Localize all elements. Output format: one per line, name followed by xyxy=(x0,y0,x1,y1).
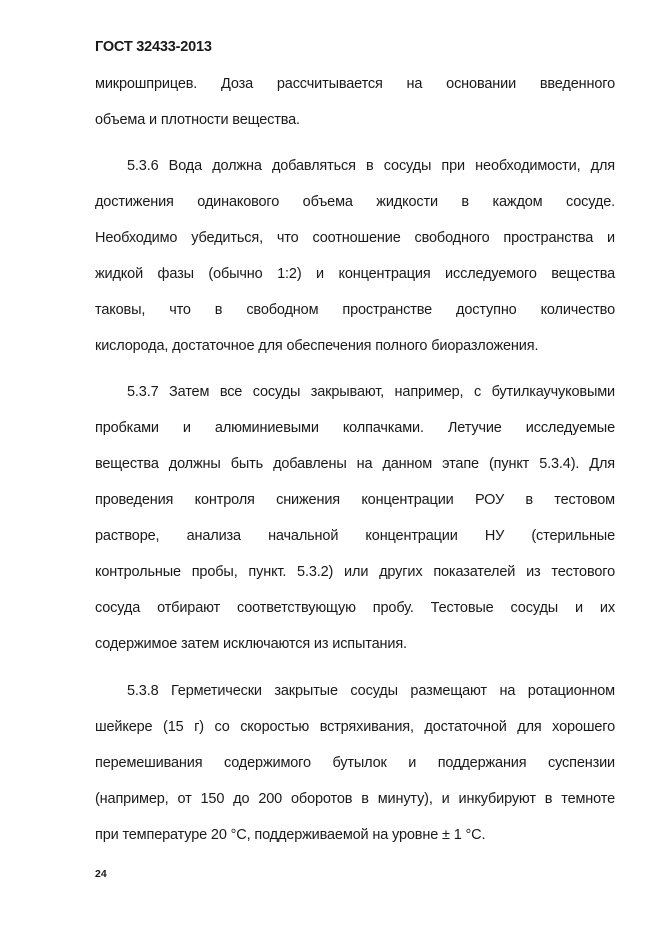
text-line: пробками и алюминиевыми колпачками. Летучие исследуемые xyxy=(95,420,615,436)
text-line: 5.3.7 Затем все сосуды закрывают, например, с бутилкаучуковыми xyxy=(127,384,615,400)
text-line: достижения одинакового объема жидкости в каждом сосуде. xyxy=(95,194,615,210)
text-line: растворе, анализа начальной концентрации НУ (стерильные xyxy=(95,528,615,544)
text-line: объема и плотности вещества. xyxy=(95,112,300,128)
text-line: сосуда отбирают соответствующую пробу. Тестовые сосуды и их xyxy=(95,600,615,616)
text-line: контрольные пробы, пункт. 5.3.2) или других показателей из тестового xyxy=(95,564,615,580)
paragraph-5-3-7 xyxy=(95,374,615,662)
text-line: 5.3.8 Герметически закрытые сосуды размещают на ротационном xyxy=(127,683,615,699)
text-line: содержимое затем исключаются из испытания. xyxy=(95,636,407,652)
text-line: 5.3.6 Вода должна добавляться в сосуды при необходимости, для xyxy=(127,158,615,174)
text-line: кислорода, достаточное для обеспечения полного биоразложения. xyxy=(95,338,539,354)
text-line: шейкере (15 г) со скоростью встряхивания, достаточной для хорошего xyxy=(95,719,615,735)
page-number: 24 xyxy=(95,868,107,880)
document-body xyxy=(95,66,615,853)
paragraph-5-3-8 xyxy=(95,673,615,853)
text-line: микрошприцев. Доза рассчитывается на основании введенного xyxy=(95,76,615,92)
text-line: (например, от 150 до 200 оборотов в минуту), и инкубируют в темноте xyxy=(95,791,615,807)
text-line: таковы, что в свободном пространстве доступно количество xyxy=(95,302,615,318)
text-line: перемешивания содержимого бутылок и поддержания суспензии xyxy=(95,755,615,771)
text-line: Необходимо убедиться, что соотношение свободного пространства и xyxy=(95,230,615,246)
text-line: жидкой фазы (обычно 1:2) и концентрация исследуемого вещества xyxy=(95,266,615,282)
paragraph-5-3-6 xyxy=(95,148,615,364)
text-line: проведения контроля снижения концентрации РОУ в тестовом xyxy=(95,492,615,508)
text-line: вещества должны быть добавлены на данном этапе (пункт 5.3.4). Для xyxy=(95,456,615,472)
paragraph xyxy=(95,66,615,138)
document-header: ГОСТ 32433-2013 xyxy=(95,39,212,55)
text-line: при температуре 20 °С, поддерживаемой на уровне ± 1 °С. xyxy=(95,827,486,843)
